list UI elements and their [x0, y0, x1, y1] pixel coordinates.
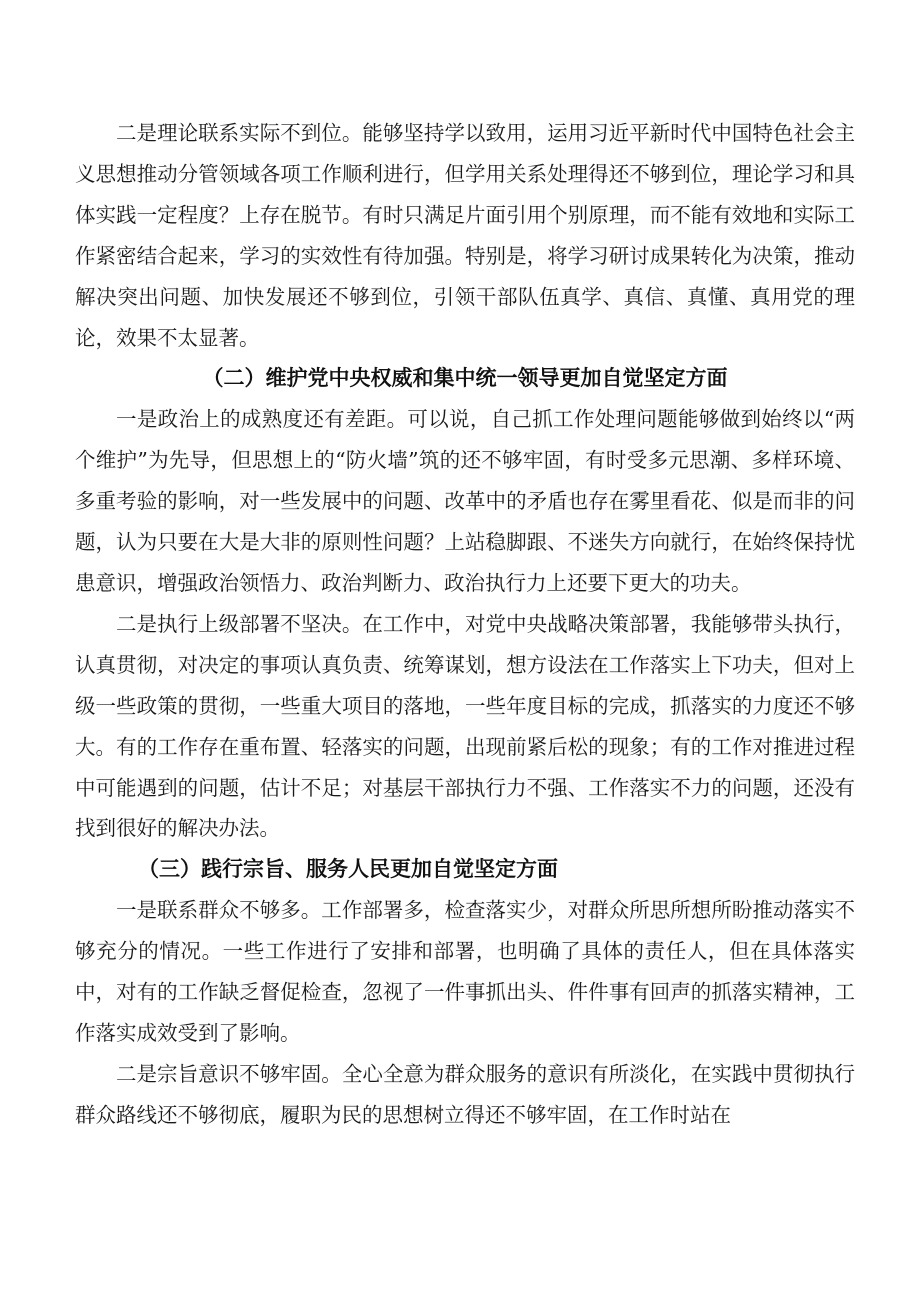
- section-heading-2: （二）维护党中央权威和集中统一领导更加自觉坚定方面: [202, 366, 728, 391]
- paragraph-theory-practice: 二是理论联系实际不到位。能够坚持学以致用，运用习近平新时代中国特色社会主义思想推动分管领域各项工作顺利进行，但学用关系处理得还不够到位，理论学习和具体实践一定程度？上存在脱节。有时只满足片面引用个别原理，而不能有效地和实际工作紧密结合起来，学习的实效性有待加强。特别是，将学习研讨成果转化为决策，推动解决突出问题、加快发展还不够到位，引领干部队伍真学、真信、真懂、真用党的理论，效果不太显著。: [75, 121, 855, 350]
- section-heading-3: （三）践行宗旨、服务人民更加自觉坚定方面: [138, 857, 558, 882]
- paragraph-contact-masses: 一是联系群众不够多。工作部署多，检查落实少，对群众所思所想所盼推动落实不够充分的情况。一些工作进行了安排和部署，也明确了具体的责任人，但在具体落实中，对有的工作缺乏督促检查，忽视了一件事抓出头、件件事有回声的抓落实精神，工作落实成效受到了影响。: [75, 898, 855, 1045]
- paragraph-political-maturity: 一是政治上的成熟度还有差距。可以说，自己抓工作处理问题能够做到始终以“两个维护”为先导，但思想上的“防火墙”筑的还不够牢固，有时受多元思潮、多样环境、多重考验的影响，对一些发展中的问题、改革中的矛盾也存在雾里看花、似是而非的问题，认为只要在大是大非的原则性问题？上站稳脚跟、不迷失方向就行，在始终保持忧患意识，增强政治领悟力、政治判断力、政治执行力上还要下更大的功夫。: [75, 407, 855, 595]
- paragraph-purpose-awareness: 二是宗旨意识不够牢固。全心全意为群众服务的意识有所淡化，在实践中贯彻执行群众路线还不够彻底，履职为民的思想树立得还不够牢固，在工作时站在: [75, 1061, 855, 1127]
- paragraph-execution: 二是执行上级部署不坚决。在工作中，对党中央战略决策部署，我能够带头执行，认真贯彻，对决定的事项认真负责、统筹谋划，想方设法在工作落实上下功夫，但对上级一些政策的贯彻，一些重大项目的落地，一些年度目标的完成，抓落实的力度还不够大。有的工作存在重布置、轻落实的问题，出现前紧后松的现象；有的工作对推进过程中可能遇到的问题，估计不足；对基层干部执行力不强、工作落实不力的问题，还没有找到很好的解决办法。: [75, 611, 855, 841]
- document-body: [75, 113, 855, 1136]
